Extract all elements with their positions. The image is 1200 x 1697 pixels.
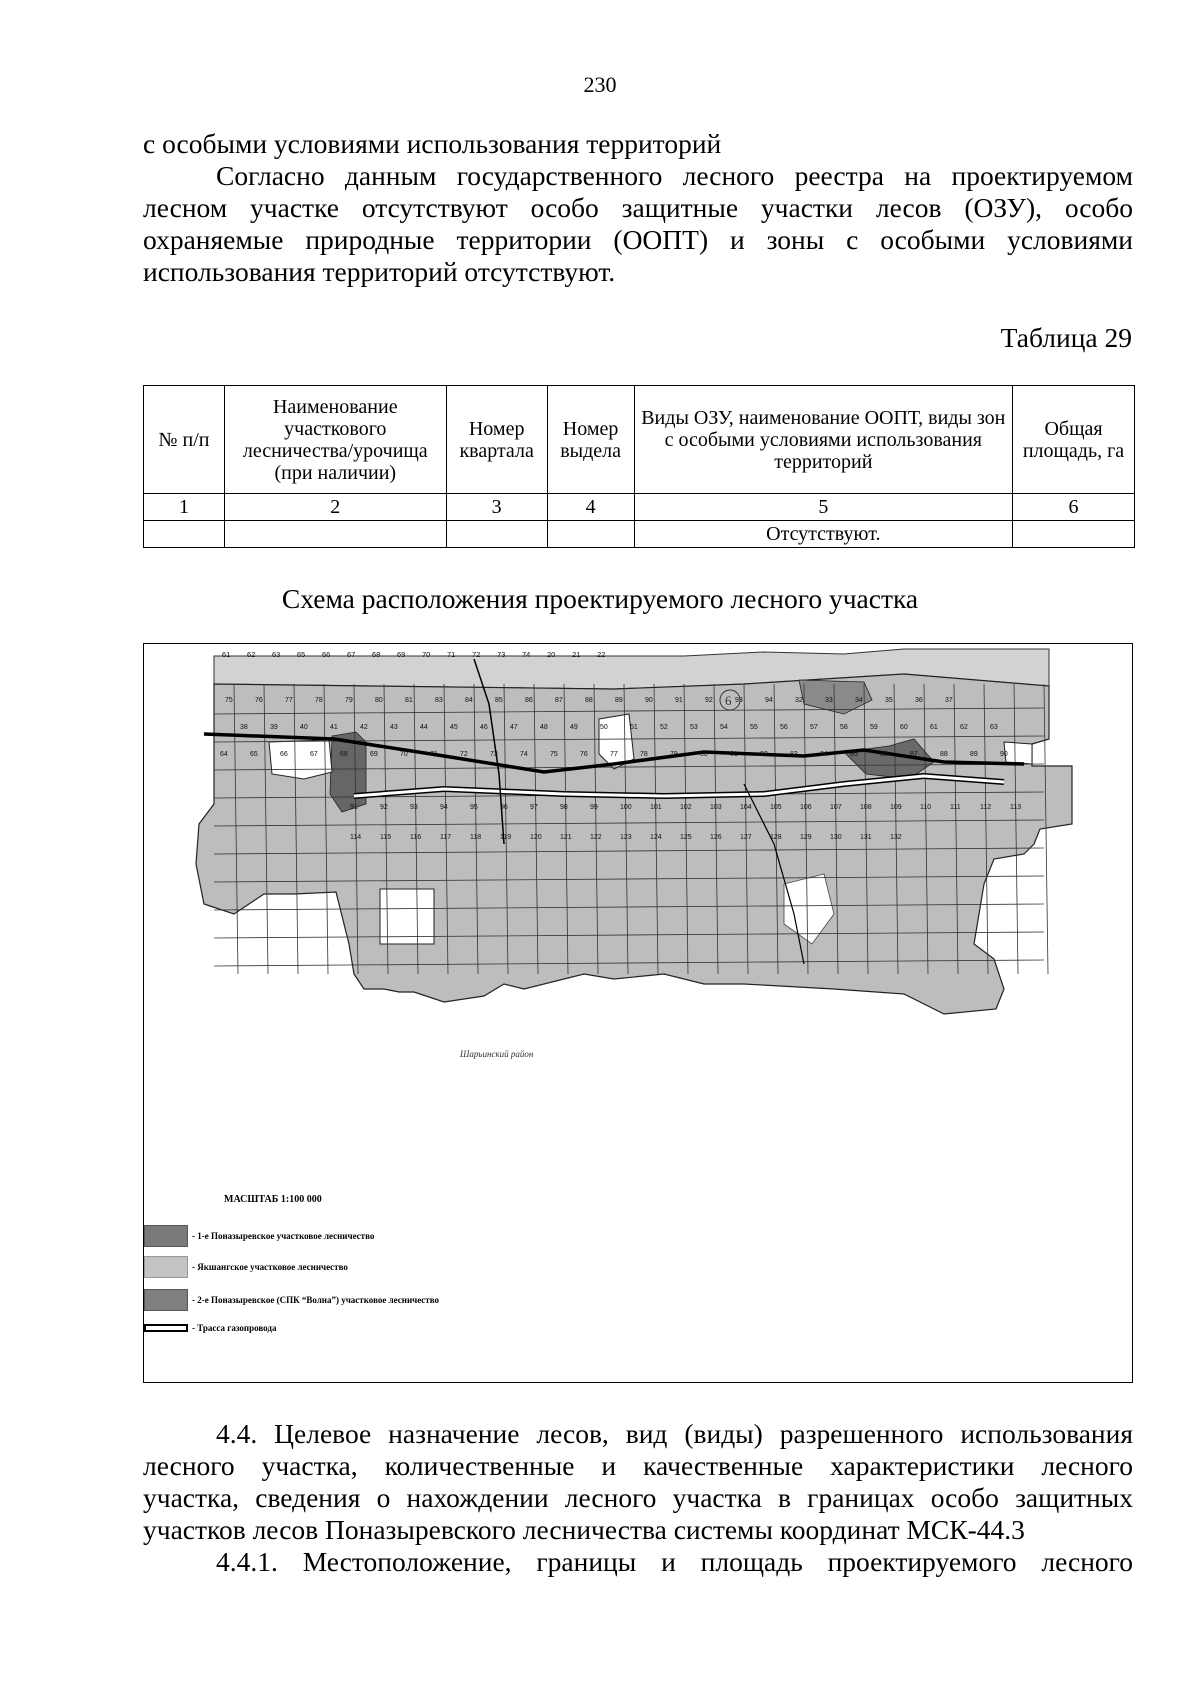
map-quarter-label: 129 — [800, 834, 812, 841]
map-quarter-label: 75 — [550, 751, 558, 758]
section-4-4-1-line-1: 4.4.1. Местоположение, границы и площадь проектируемого лесного — [216, 1546, 1133, 1577]
map-quarter-label: 86 — [525, 697, 533, 704]
map-top-quarter-label: 22 — [597, 650, 606, 659]
section-4-4-line-2: лесного участка, количественные и качественные характеристики лесного — [143, 1450, 1133, 1481]
intro-line: с особыми условиями использования территорий — [143, 128, 722, 159]
map-quarter-label: 93 — [735, 697, 743, 704]
map-quarter-label: 75 — [225, 697, 233, 704]
page-number: 230 — [583, 72, 617, 97]
map-quarter-label: 110 — [920, 804, 932, 811]
map-quarter-label: 106 — [800, 804, 812, 811]
table-caption: Таблица 29 — [1000, 322, 1132, 353]
map-quarter-label: 95 — [470, 804, 478, 811]
map-quarter-label: 79 — [670, 751, 678, 758]
map-quarter-label: 91 — [350, 804, 358, 811]
map-top-quarter-label: 70 — [422, 650, 431, 659]
column-number: 4 — [547, 494, 634, 521]
map-top-quarter-label: 61 — [222, 650, 231, 659]
map-quarter-label: 114 — [350, 834, 362, 841]
map-quarter-label: 92 — [705, 697, 713, 704]
map-quarter-label: 86 — [880, 751, 888, 758]
map-quarter-label: 71 — [430, 751, 438, 758]
map-quarter-label: 36 — [915, 697, 923, 704]
map-quarter-label: 97 — [530, 804, 538, 811]
column-number: 6 — [1013, 494, 1135, 521]
map-top-quarter-label: 74 — [522, 650, 531, 659]
map-quarter-label: 78 — [640, 751, 648, 758]
map-quarter-label: 74 — [520, 751, 528, 758]
map-quarter-label: 45 — [450, 724, 458, 731]
map-quarter-label: 62 — [960, 724, 968, 731]
map-quarter-label: 73 — [490, 751, 498, 758]
map-quarter-label: 122 — [590, 834, 602, 841]
header-forestry-name: Наименование участкового лесничества/урочища (при наличии) — [224, 386, 446, 494]
map-top-quarter-label: 63 — [272, 650, 281, 659]
map-quarter-label: 49 — [570, 724, 578, 731]
map-top-quarter-label: 65 — [297, 650, 306, 659]
map-quarter-label: 109 — [890, 804, 902, 811]
map-quarter-label: 121 — [560, 834, 572, 841]
legend-label: - Якшангское участковое лесничество — [192, 1262, 348, 1272]
map-quarter-label: 101 — [650, 804, 662, 811]
map-quarter-label: 52 — [660, 724, 668, 731]
map-quarter-label: 57 — [810, 724, 818, 731]
map-quarter-label: 69 — [370, 751, 378, 758]
map-scale: МАСШТАБ 1:100 000 — [224, 1194, 322, 1205]
map-top-quarter-label: 20 — [547, 650, 556, 659]
map-quarter-label: 126 — [710, 834, 722, 841]
legend-label: - Трасса газопровода — [192, 1323, 277, 1333]
header-quarter: Номер квартала — [446, 386, 547, 494]
district-label: Шарьинский район — [460, 1049, 534, 1059]
map-quarter-label: 105 — [770, 804, 782, 811]
map-quarter-label: 125 — [680, 834, 692, 841]
map-quarter-label: 83 — [435, 697, 443, 704]
map-quarter-label: 39 — [270, 724, 278, 731]
map-quarter-label: 84 — [820, 751, 828, 758]
map-quarter-label: 82 — [760, 751, 768, 758]
map-quarter-label: 35 — [885, 697, 893, 704]
map-quarter-label: 42 — [360, 724, 368, 731]
map-quarter-label: 85 — [850, 751, 858, 758]
map-quarter-label: 58 — [840, 724, 848, 731]
map-quarter-label: 40 — [300, 724, 308, 731]
map-quarter-label: 79 — [345, 697, 353, 704]
map-top-quarter-label: 73 — [497, 650, 506, 659]
table-cell — [1013, 521, 1135, 548]
legend-item — [144, 1255, 348, 1279]
map-quarter-label: 89 — [615, 697, 623, 704]
map-quarter-label: 80 — [375, 697, 383, 704]
map-quarter-label: 107 — [830, 804, 842, 811]
map-quarter-label: 44 — [420, 724, 428, 731]
map-top-quarter-label: 67 — [347, 650, 356, 659]
map-enclave — [380, 889, 434, 944]
map-quarter-label: 61 — [930, 724, 938, 731]
map-quarter-label: 53 — [690, 724, 698, 731]
map-quarter-label: 85 — [495, 697, 503, 704]
intro-paragraph-line-3: охраняемые природные территории (ООПТ) и зоны с особыми условиями — [143, 224, 1133, 255]
map-quarter-label: 67 — [310, 751, 318, 758]
table-row — [144, 521, 1135, 548]
map-quarter-label: 115 — [380, 834, 392, 841]
map-quarter-label: 64 — [220, 751, 228, 758]
map-quarter-label: 100 — [620, 804, 632, 811]
map-quarter-label: 83 — [790, 751, 798, 758]
intro-paragraph-line-2: лесном участке отсутствуют особо защитные участки лесов (ОЗУ), особо — [143, 192, 1133, 223]
map-quarter-label: 38 — [240, 724, 248, 731]
map-quarter-label: 41 — [330, 724, 338, 731]
map-quarter-label: 77 — [285, 697, 293, 704]
column-number: 2 — [224, 494, 446, 521]
map-quarter-label: 113 — [1010, 804, 1022, 811]
map-quarter-label: 127 — [740, 834, 752, 841]
schema-title: Схема расположения проектируемого лесного участка — [281, 583, 919, 614]
map-quarter-label: 96 — [500, 804, 508, 811]
legend-swatch — [144, 1324, 188, 1332]
map-quarter-label: 65 — [250, 751, 258, 758]
map-quarter-label: 50 — [600, 724, 608, 731]
map-quarter-label: 63 — [990, 724, 998, 731]
map-quarter-label: 128 — [770, 834, 782, 841]
map-quarter-label: 108 — [860, 804, 872, 811]
map-quarter-label: 123 — [620, 834, 632, 841]
header-ozu-types: Виды ОЗУ, наименование ООПТ, виды зон с особыми условиями использования территорий — [634, 386, 1012, 494]
map-quarter-label: 116 — [410, 834, 422, 841]
legend-label: - 2-е Поназыревское (СПК “Волна”) участковое лесничество — [192, 1295, 440, 1305]
legend-item — [144, 1288, 439, 1312]
map-quarter-label: 91 — [675, 697, 683, 704]
map-quarter-label: 87 — [910, 751, 918, 758]
map-quarter-label: 119 — [500, 834, 512, 841]
map-quarter-label: 102 — [680, 804, 692, 811]
map-quarter-label: 51 — [630, 724, 638, 731]
legend-label: - 1-е Поназыревское участковое лесничество — [192, 1231, 375, 1241]
map-quarter-label: 47 — [510, 724, 518, 731]
map-quarter-label: 68 — [340, 751, 348, 758]
map-quarter-label: 56 — [780, 724, 788, 731]
map-top-quarter-label: 69 — [397, 650, 406, 659]
map-top-quarter-label: 21 — [572, 650, 581, 659]
legend-item — [144, 1224, 374, 1248]
map-quarter-label: 81 — [405, 697, 413, 704]
map-quarter-label: 104 — [740, 804, 752, 811]
map-quarter-label: 120 — [530, 834, 542, 841]
map-quarter-label: 94 — [765, 697, 773, 704]
forestry-number: 6 — [725, 693, 732, 708]
map-quarter-label: 81 — [730, 751, 738, 758]
map-quarter-label: 84 — [465, 697, 473, 704]
map-quarter-label: 60 — [900, 724, 908, 731]
map-quarter-label: 88 — [940, 751, 948, 758]
map-quarter-label: 80 — [700, 751, 708, 758]
section-4-4-line-4: участков лесов Поназыревского лесничества системы координат МСК-44.3 — [143, 1514, 1025, 1545]
map-quarter-label: 43 — [390, 724, 398, 731]
map-quarter-label: 99 — [590, 804, 598, 811]
map-quarter-label: 87 — [555, 697, 563, 704]
map-quarter-label: 118 — [470, 834, 482, 841]
table-column-numbers-row — [144, 494, 1135, 521]
map-top-quarter-label: 62 — [247, 650, 256, 659]
table-header-row — [144, 386, 1135, 494]
header-total-area: Общая площадь, га — [1013, 386, 1135, 494]
map-enclave — [1004, 742, 1032, 764]
table-cell-absent: Отсутствуют. — [634, 521, 1012, 548]
map-quarter-label: 117 — [440, 834, 452, 841]
map-quarter-label: 94 — [440, 804, 448, 811]
intro-paragraph-line-4: использования территорий отсутствуют. — [143, 256, 616, 287]
map-quarter-label: 93 — [410, 804, 418, 811]
map-quarter-label: 103 — [710, 804, 722, 811]
map-quarter-label: 37 — [945, 697, 953, 704]
ozu-table — [143, 385, 1135, 548]
table-cell — [446, 521, 547, 548]
map-enclave — [269, 740, 332, 779]
map-quarter-label: 32 — [795, 697, 803, 704]
map-quarter-label: 111 — [950, 804, 961, 811]
legend-item — [144, 1316, 276, 1340]
map-quarter-label: 46 — [480, 724, 488, 731]
map-top-quarter-label: 68 — [372, 650, 381, 659]
header-allotment: Номер выдела — [547, 386, 634, 494]
legend-swatch — [144, 1289, 188, 1311]
legend-swatch — [144, 1225, 188, 1247]
map-quarter-label: 76 — [580, 751, 588, 758]
section-4-4-line-3: участка, сведения о нахождении лесного участка в границах особо защитных — [143, 1482, 1133, 1513]
table-cell — [144, 521, 225, 548]
table-cell — [224, 521, 446, 548]
map-quarter-label: 92 — [380, 804, 388, 811]
map-top-quarter-label: 71 — [447, 650, 456, 659]
map-quarter-label: 132 — [890, 834, 902, 841]
map-quarter-label: 34 — [855, 697, 863, 704]
map-quarter-label: 59 — [870, 724, 878, 731]
map-top-quarter-label: 66 — [322, 650, 331, 659]
column-number: 3 — [446, 494, 547, 521]
map-quarter-label: 98 — [560, 804, 568, 811]
legend-swatch — [144, 1256, 188, 1278]
map-quarter-label: 55 — [750, 724, 758, 731]
map-quarter-label: 76 — [255, 697, 263, 704]
map-quarter-label: 90 — [645, 697, 653, 704]
map-quarter-label: 72 — [460, 751, 468, 758]
map-quarter-label: 131 — [860, 834, 872, 841]
map-quarter-label: 66 — [280, 751, 288, 758]
map-top-quarter-label: 72 — [472, 650, 481, 659]
intro-paragraph-line-1: Согласно данным государственного лесного реестра на проектируемом — [216, 160, 1133, 191]
map-quarter-label: 54 — [720, 724, 728, 731]
map-quarter-label: 90 — [1000, 751, 1008, 758]
map-quarter-label: 89 — [970, 751, 978, 758]
map-quarter-label: 124 — [650, 834, 662, 841]
map-quarter-label: 130 — [830, 834, 842, 841]
map-quarter-label: 77 — [610, 751, 618, 758]
column-number: 5 — [634, 494, 1012, 521]
location-map — [143, 643, 1133, 1383]
column-number: 1 — [144, 494, 225, 521]
header-number: № п/п — [144, 386, 225, 494]
map-quarter-label: 70 — [400, 751, 408, 758]
map-quarter-label: 48 — [540, 724, 548, 731]
table-cell — [547, 521, 634, 548]
map-quarter-label: 88 — [585, 697, 593, 704]
map-quarter-label: 78 — [315, 697, 323, 704]
map-quarter-label: 112 — [980, 804, 992, 811]
section-4-4-line-1: 4.4. Целевое назначение лесов, вид (виды) разрешенного использования — [216, 1418, 1133, 1449]
map-quarter-label: 33 — [825, 697, 833, 704]
